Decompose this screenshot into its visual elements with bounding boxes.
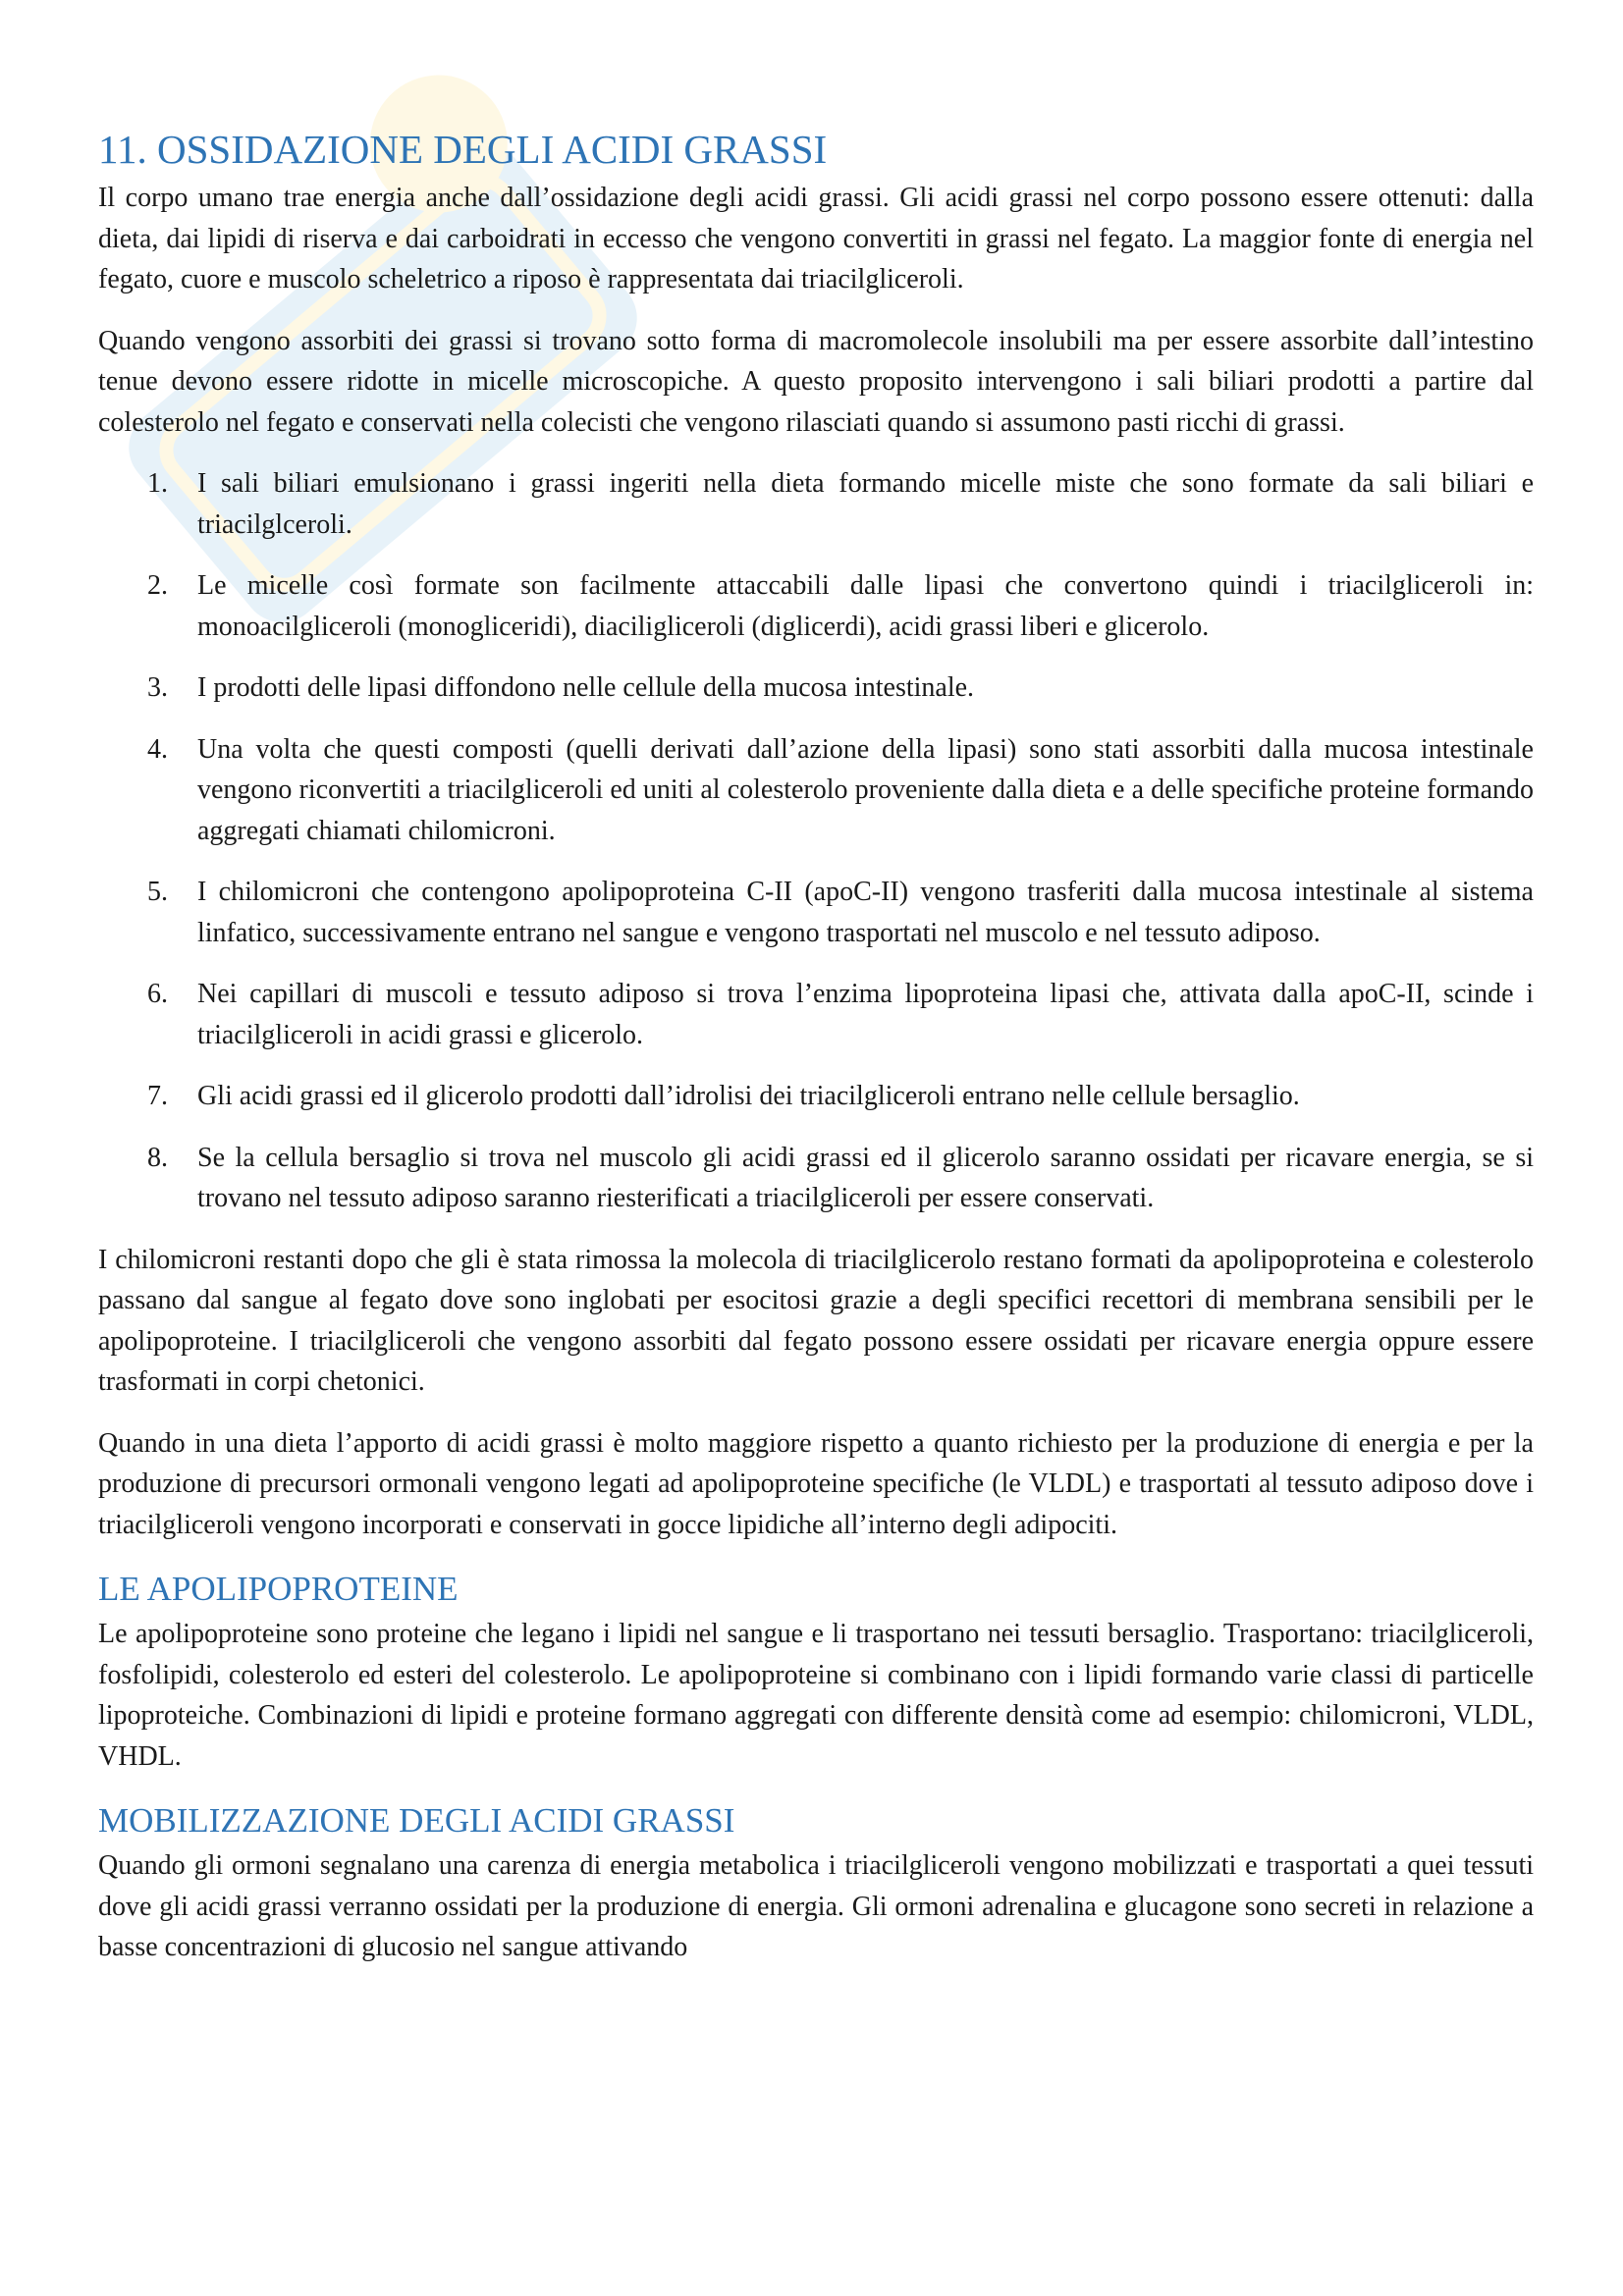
- list-item: [98, 872, 1534, 953]
- body-paragraph: Quando in una dieta l’apporto di acidi grassi è molto maggiore rispetto a quanto richiesto per la produzione di energia e per la produzione di precursori ormonali vengono legati ad apolipoproteine specifiche (le VLDL) e trasportati al tessuto adiposo dove i triacilgliceroli vengono incorporati e conservati in gocce lipidiche all’interno degli adipociti.: [98, 1427, 1534, 1540]
- list-number: 4.: [147, 733, 168, 765]
- list-item: [98, 463, 1534, 545]
- list-number: 6.: [147, 979, 168, 1010]
- intro-paragraph: Quando vengono assorbiti dei grassi si trovano sotto forma di macromolecole insolubili ma per essere assorbite dall’intestino tenue devono essere ridotte in micelle microscopiche. A questo proposito intervengono i sali biliari prodotti a partire dal colesterolo nel fegato e conservati nella colecisti che vengono rilasciati quando si assumono pasti ricchi di grassi.: [98, 325, 1534, 438]
- list-item: [98, 1138, 1534, 1219]
- list-text: I chilomicroni che contengono apolipoproteina C-II (apoC-II) vengono trasferiti dalla mucosa intestinale al sistema linfatico, successivamente entrano nel sangue e vengono trasportati nel muscolo e nel tessuto adiposo.: [197, 877, 1534, 948]
- list-item: [98, 974, 1534, 1055]
- list-item: [98, 1076, 1534, 1117]
- page-title: 11. OSSIDAZIONE DEGLI ACIDI GRASSI: [98, 127, 828, 172]
- list-text: Se la cellula bersaglio si trova nel muscolo gli acidi grassi ed il glicerolo saranno ossidati per ricavare energia, se si trovano nel tessuto adiposo saranno riesterificati a triacilgliceroli per essere conservati.: [197, 1142, 1534, 1214]
- intro-paragraph: Il corpo umano trae energia anche dall’ossidazione degli acidi grassi. Gli acidi grassi nel corpo possono essere ottenuti: dalla dieta, dai lipidi di riserva e dai carboidrati in eccesso che vengono convertiti in grassi nel fegato. La maggior fonte di energia nel fegato, cuore e muscolo scheletrico a riposo è rappresentata dai triacilgliceroli.: [98, 183, 1534, 295]
- list-text: I prodotti delle lipasi diffondono nelle cellule della mucosa intestinale.: [197, 672, 975, 704]
- list-number: 7.: [147, 1081, 168, 1112]
- body-paragraph: I chilomicroni restanti dopo che gli è stata rimossa la molecola di triacilglicerolo restano formati da apolipoproteina e colesterolo passano dal sangue al fegato dove sono inglobati per esocitosi grazie a degli specifici recettori di membrana sensibili per le apolipoproteine. I triacilgliceroli che vengono assorbiti dal fegato possono essere ossidati per ricavare energia oppure essere trasformati in corpi chetonici.: [98, 1244, 1534, 1398]
- list-number: 1.: [147, 468, 168, 500]
- list-text: Una volta che questi composti (quelli derivati dall’azione della lipasi) sono stati assorbiti dalla mucosa intestinale vengono riconvertiti a triacilglicerolі ed uniti al colesterolo proveniente dalla dieta e a delle specifiche proteine formando aggregati chiamati chilomicroni.: [197, 733, 1534, 846]
- list-item: [98, 729, 1534, 852]
- list-number: 5.: [147, 877, 168, 908]
- list-text: Nei capillari di muscoli e tessuto adiposo si trova l’enzima lipoproteina lipasi che, attivata dalla apoC-II, scinde i triacilgliceroli in acidi grassi e glicerolo.: [197, 979, 1534, 1050]
- list-text: Gli acidi grassi ed il glicerolo prodotti dall’idrolisi dei triacilgliceroli entrano nelle cellule bersaglio.: [197, 1081, 1300, 1112]
- document-page: [98, 126, 1534, 1968]
- list-number: 8.: [147, 1142, 168, 1173]
- steps-list: [98, 463, 1534, 1219]
- list-number: 3.: [147, 672, 168, 704]
- section-title-mobilizzazione: MOBILIZZAZIONE DEGLI ACIDI GRASSI: [98, 1801, 735, 1841]
- list-number: 2.: [147, 570, 168, 602]
- section-title-apolipoproteine: LE APOLIPOPROTEINE: [98, 1570, 459, 1609]
- list-item: [98, 565, 1534, 647]
- section-paragraph-mobilizzazione: Quando gli ormoni segnalano una carenza di energia metabolica i triacilgliceroli vengono mobilizzati e trasportati a quei tessuti dove gli acidi grassi verranno ossidati per la produzione di energia. Gli ormoni adrenalina e glucagone sono secreti in relazione a basse concentrazioni di glucosio nel sangue attivando: [98, 1850, 1534, 1963]
- list-text: Le micelle così formate son facilmente attaccabili dalle lipasi che convertono quindi i triacilgliceroli in: monoacilgliceroli (monogliceridi), diaciligliceroli (diglicerdi), acidi grassi liberi e glicerolo.: [197, 570, 1534, 642]
- list-text: I sali biliari emulsionano i grassi ingeriti nella dieta formando micelle miste che sono formate da sali biliari e triacilglceroli.: [197, 468, 1534, 540]
- list-item: [98, 667, 1534, 709]
- section-paragraph-apolipoproteine: Le apolipoproteine sono proteine che legano i lipidi nel sangue e li trasportano nei tessuti bersaglio. Trasportano: triacilglicerolі, fosfolipidi, colesterolo ed esteri del colesterolo. Le apolipoproteine si combinano con i lipidi formando varie classi di particelle lipoproteiche. Combinazioni di lipidi e proteine formano aggregati con differente densità come ad esempio: chilomicroni, VLDL, VHDL.: [98, 1619, 1534, 1772]
